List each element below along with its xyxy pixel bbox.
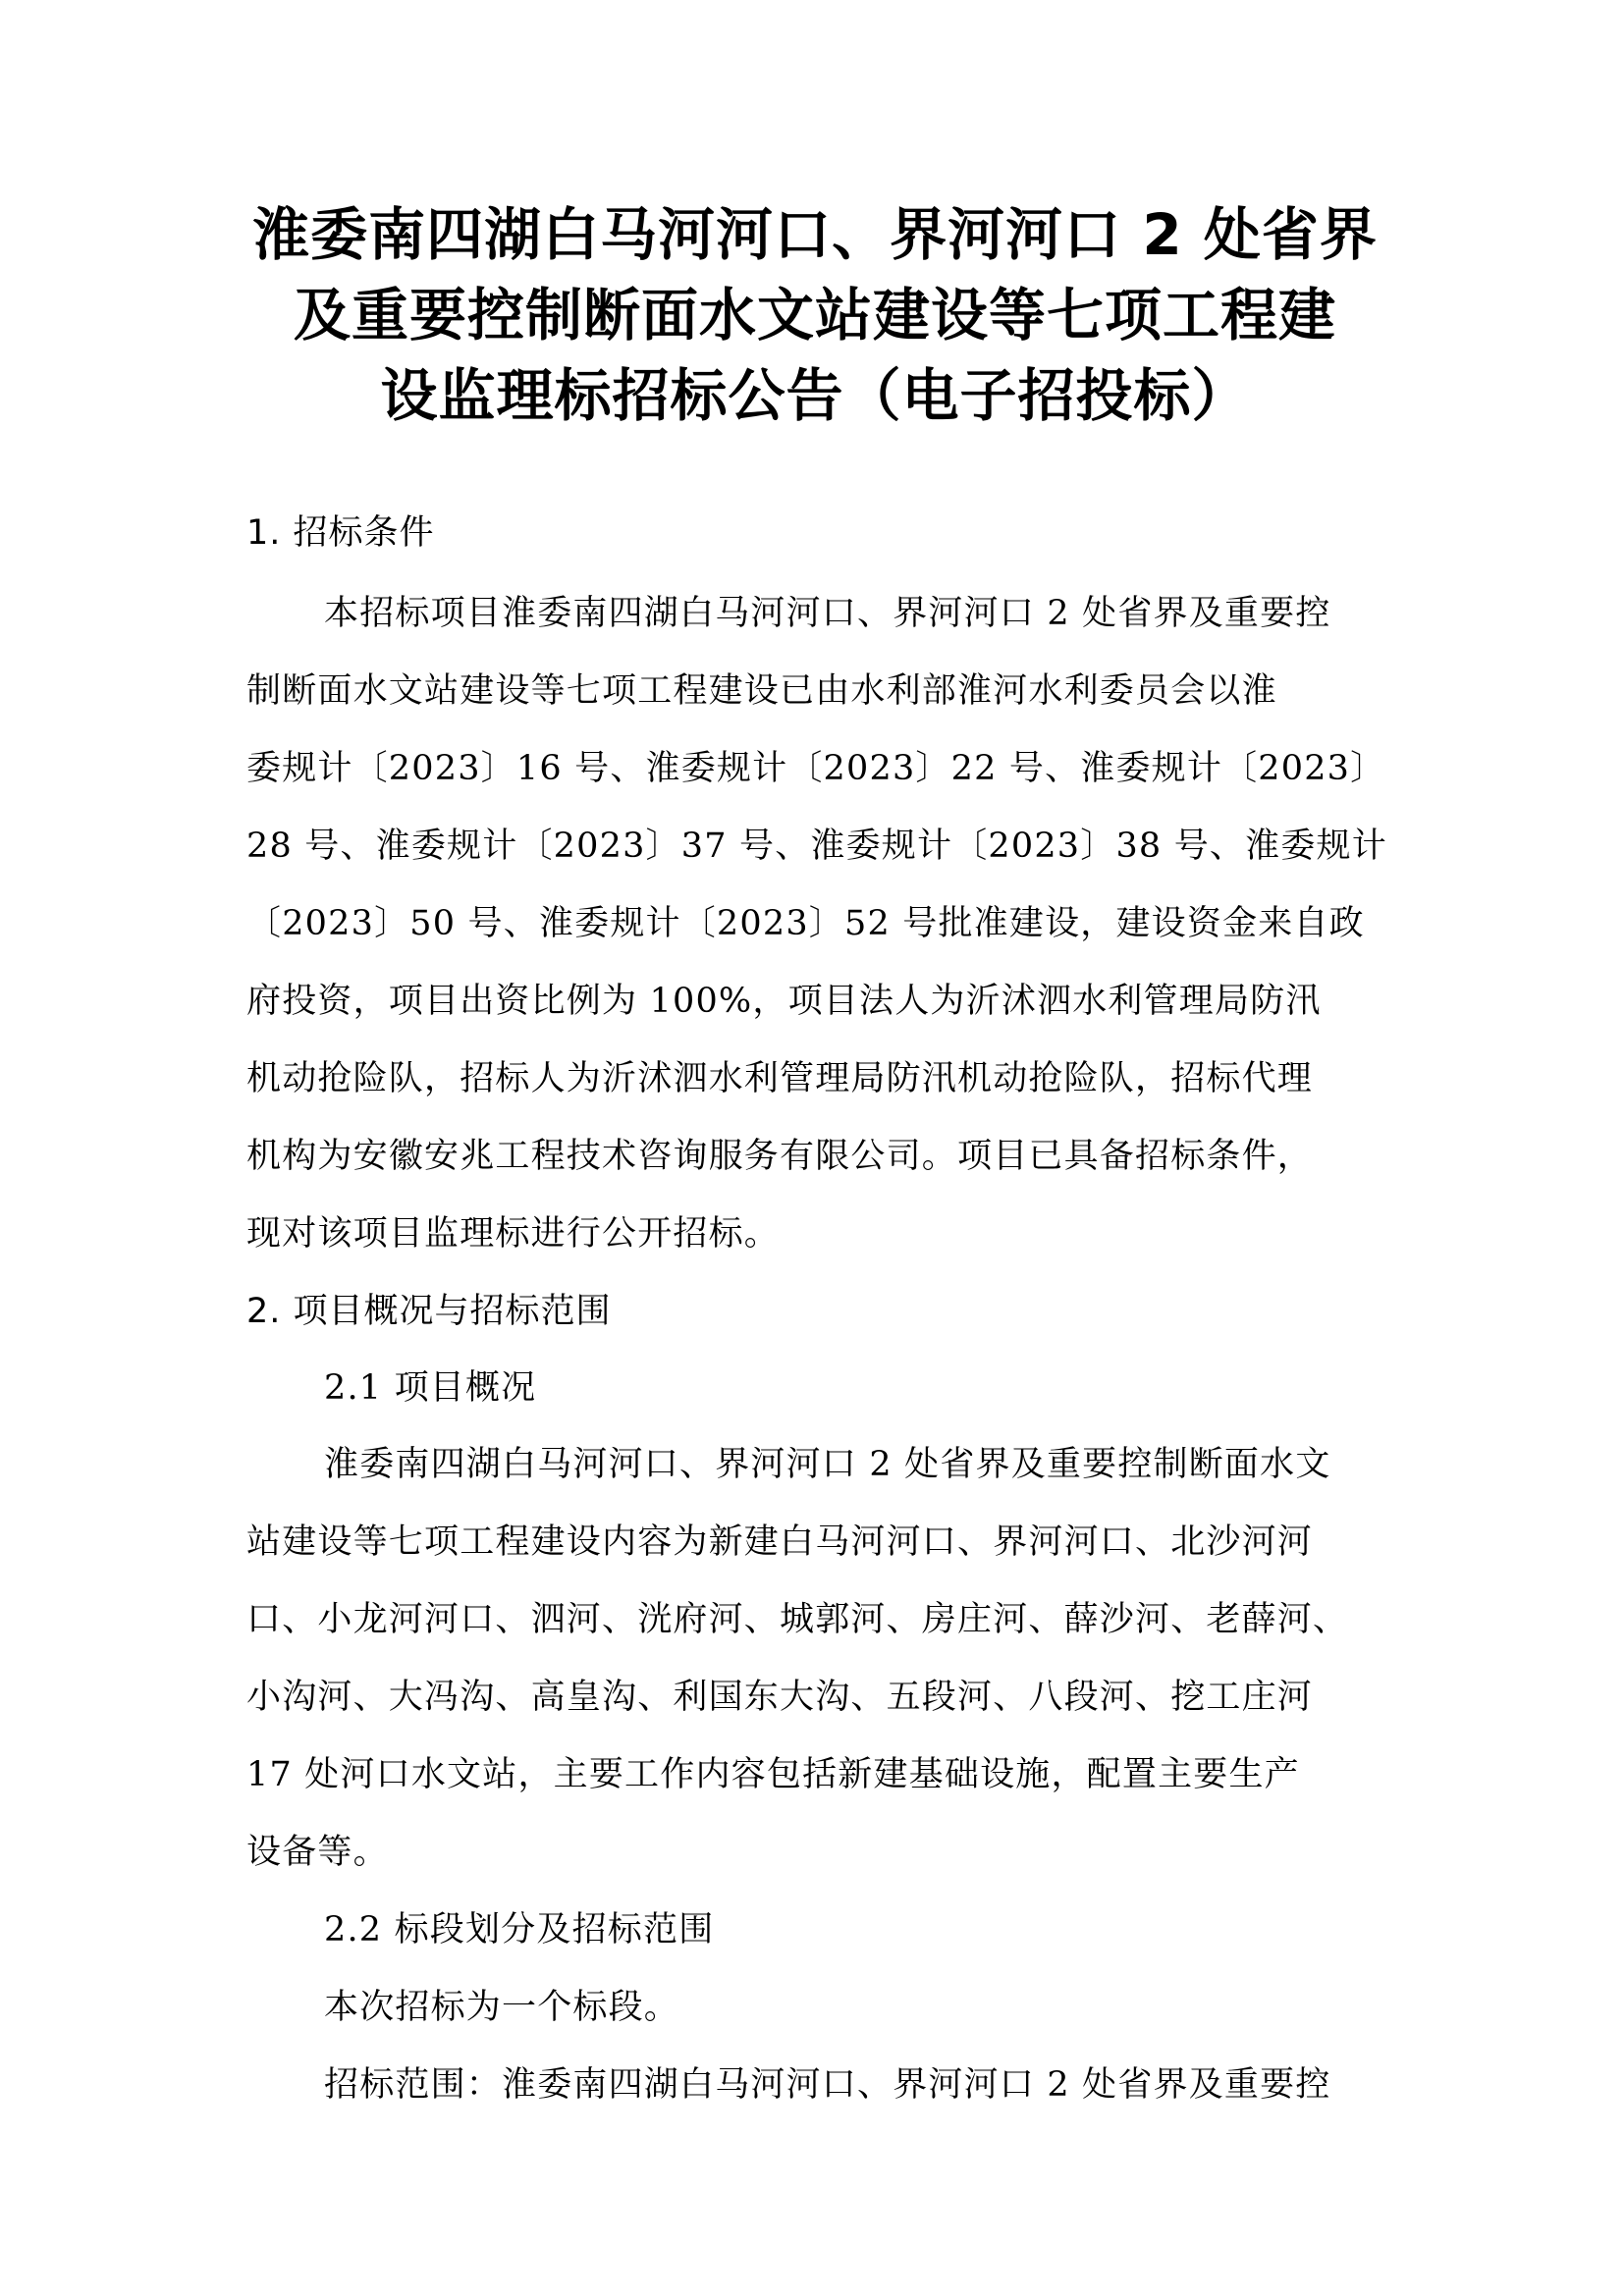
section-2-2-line: 招标范围：淮委南四湖白马河河口、界河河口 2 处省界及重要控: [324, 2065, 1331, 2105]
subsection-2-2-heading: 2.2 标段划分及招标范围: [324, 1910, 715, 1949]
section-2-1-line: 站建设等七项工程建设内容为新建白马河河口、界河河口、北沙河河: [246, 1522, 1314, 1562]
section-1-line: 机构为安徽安兆工程技术咨询服务有限公司。项目已具备招标条件，: [246, 1137, 1314, 1176]
section-2-1-line: 口、小龙河河口、泗河、洸府河、城郭河、房庄河、薛沙河、老薛河、: [246, 1600, 1349, 1639]
section-2-1-line: 小沟河、大冯沟、高皇沟、利国东大沟、五段河、八段河、挖工庄河: [246, 1678, 1314, 1717]
section-1-line: 本招标项目淮委南四湖白马河河口、界河河口 2 处省界及重要控: [324, 594, 1331, 633]
section-1-line: 委规计〔2023〕16 号、淮委规计〔2023〕22 号、淮委规计〔2023〕: [246, 749, 1386, 788]
section-2-1-line: 淮委南四湖白马河河口、界河河口 2 处省界及重要控制断面水文: [324, 1445, 1331, 1484]
section-2-1-line: 设备等。: [246, 1833, 389, 1872]
title-line-1: 淮委南四湖白马河河口、界河河口 2 处省界: [252, 201, 1378, 268]
title-line-3: 设监理标招标公告（电子招投标）: [380, 362, 1250, 429]
section-2-2-line: 本次招标为一个标段。: [324, 1988, 680, 2027]
subsection-2-1-heading: 2.1 项目概况: [324, 1368, 537, 1408]
section-1-line: 〔2023〕50 号、淮委规计〔2023〕52 号批准建设，建设资金来自政: [246, 904, 1365, 943]
section-2-heading: 2. 项目概况与招标范围: [246, 1292, 612, 1331]
section-1-line: 28 号、淮委规计〔2023〕37 号、淮委规计〔2023〕38 号、淮委规计: [246, 827, 1387, 866]
section-1-line: 府投资，项目出资比例为 100%，项目法人为沂沭泗水利管理局防汛: [246, 982, 1322, 1021]
section-1-heading: 1. 招标条件: [246, 513, 435, 553]
announcement-title: [236, 194, 1394, 436]
title-line-2: 及重要控制断面水文站建设等七项工程建: [293, 282, 1336, 348]
section-1-line: 机动抢险队，招标人为沂沭泗水利管理局防汛机动抢险队，招标代理: [246, 1059, 1314, 1098]
section-1-line: 现对该项目监理标进行公开招标。: [246, 1214, 781, 1254]
section-1-line: 制断面水文站建设等七项工程建设已由水利部淮河水利委员会以淮: [246, 671, 1277, 711]
section-2-1-line: 17 处河口水文站，主要工作内容包括新建基础设施，配置主要生产: [246, 1755, 1300, 1794]
